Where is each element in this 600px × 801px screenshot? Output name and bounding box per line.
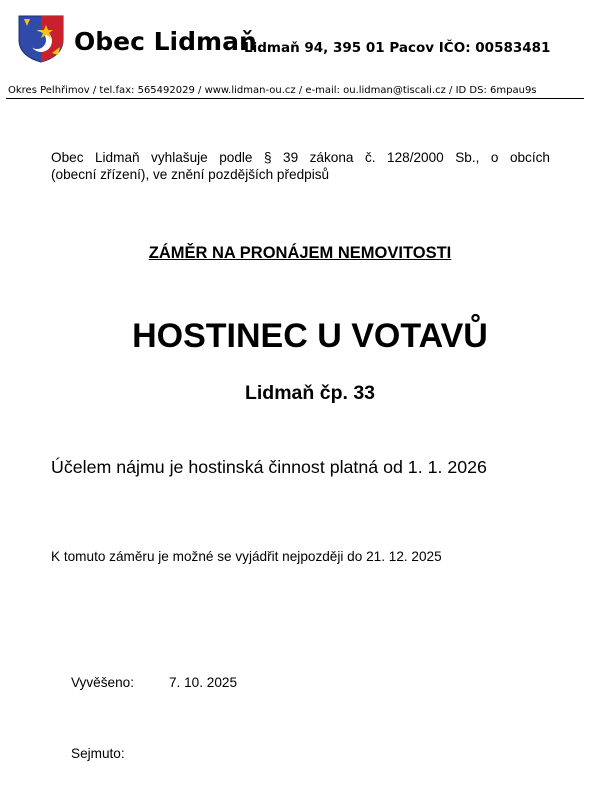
coat-of-arms-icon	[16, 13, 66, 63]
property-name: HOSTINEC U VOTAVŮ	[132, 317, 488, 355]
municipality-name: Obec Lidmaň	[74, 27, 257, 56]
header-divider	[6, 98, 584, 99]
property-address: Lidmaň čp. 33	[244, 382, 376, 404]
legal-intro-line-2: (obecní zřízení), ve znění pozdějších předpisů	[51, 167, 330, 182]
contact-line: Okres Pelhřimov / tel.fax: 565492029 / www.lidman-ou.cz / e-mail: ou.lidman@tiscali.cz / ID DS: 6mpau9s	[8, 85, 537, 96]
legal-intro-line-1: Obec Lidmaň vyhlašuje podle § 39 zákona č. 128/2000 Sb., o obcích	[51, 150, 550, 165]
comment-deadline: K tomuto záměru je možné se vyjádřit nejpozději do 21. 12. 2025	[51, 549, 442, 564]
legal-intro	[51, 149, 550, 183]
rental-purpose: Účelem nájmu je hostinská činnost platná od 1. 1. 2026	[51, 457, 487, 477]
posted-label: Vyvěšeno:	[71, 675, 134, 690]
removed-label: Sejmuto:	[71, 746, 125, 761]
notice-heading: ZÁMĚR NA PRONÁJEM NEMOVITOSTI	[148, 244, 452, 262]
municipality-address: Lidmaň 94, 395 01 Pacov IČO: 00583481	[244, 40, 551, 56]
posted-date: 7. 10. 2025	[169, 675, 238, 690]
